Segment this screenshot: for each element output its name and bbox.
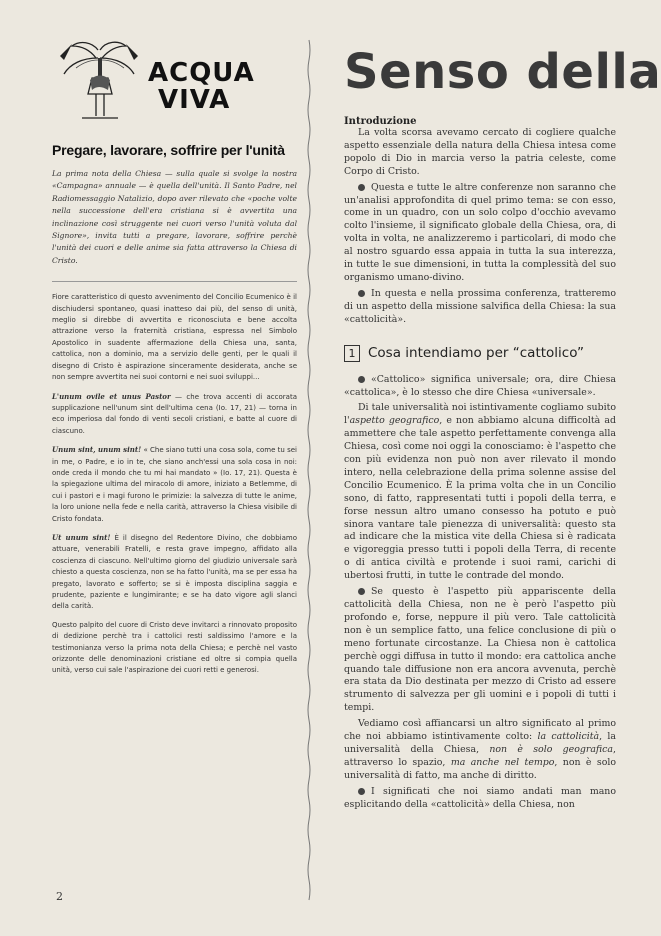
paragraph-body: È il disegno del Redentore Divino, che dobbiamo attuare, venerabili Fratelli, e resta grave impegno, affidato alla coscienza di ciascuno. Nell'ultimo giorno del giudizio universale sarà chiesto a questa coscienza, non se ha fatto l'unità, ma se per essa ha pregato, lavorato e sofferto; se si è imposta disciplina saggia e prudente, paziente e lungimirante; e se ha dato vigore agli slanci della carità. [52, 533, 297, 611]
paragraph-body: — che trova accenti di accorata supplicazione nell'unum sint dell'ultima cena (Io. 17, 21) — torna in eco imperiosa dal fondo di venti secoli cristiani, e batte al cuore di ciascuno. [52, 392, 297, 435]
bullet-icon [358, 788, 365, 795]
paragraph-body: «Cattolico» significa universale; ora, dire Chiesa «cattolica», è lo stesso che dire Chiesa «universale». [344, 373, 616, 398]
paragraph [344, 786, 616, 812]
paragraph-body: I significati che noi siamo andati man mano esplicitando della «cattolicità» della Chiesa, non [344, 785, 616, 810]
page-title: Senso della [344, 44, 661, 100]
paragraph-lead: Ut unum sint! [52, 532, 111, 542]
fountain-logo-icon [52, 38, 144, 128]
paragraph [52, 532, 297, 613]
paragraph: La volta scorsa avevamo cercato di cogliere qualche aspetto essenziale della natura della Chiesa intesa come popolo di Dio in marcia verso la patria celeste, come Corpo di Cristo. [344, 127, 616, 177]
paragraph [52, 444, 297, 525]
paragraph-body: , attraverso lo spazio, [344, 743, 616, 768]
italic-phrase: aspetto geografico [349, 415, 440, 427]
paragraph-body: Di tale universalità noi istintivamente cogliamo subito l' [344, 402, 616, 427]
paragraph [344, 182, 616, 285]
paragraph-body: Questa e tutte le altre conferenze non saranno che un'analisi approfondita di quel primo tema: se con esso, come in un quadro, con un solo colpo d'occhio avevamo colto l'insieme, il significato globale della Chiesa, ora, di volta in volta, ne analizzeremo i particolari, di modo che al nostro sguardo essa appaia in tutta la sua interezza, in tutte le sue dimensioni, in tutta la complessità del suo organismo umano-divino. [344, 181, 616, 283]
paragraph [344, 374, 616, 400]
article-headline: Pregare, lavorare, soffrire per l'unità [52, 142, 285, 158]
italic-phrase: ma anche nel tempo [450, 756, 555, 768]
paragraph-body: , la universalità della Chiesa, [344, 731, 616, 755]
section-title: Cosa intendiamo per “cattolico” [368, 345, 584, 362]
subheading: Introduzione [344, 116, 417, 127]
brand-word-acqua: ACQUA [148, 58, 255, 88]
section-heading [344, 345, 616, 362]
paragraph: Questo palpito del cuore di Cristo deve invitarci a rinnovato proposito di dedizione perchè tra i cattolici resti saldissimo l'amore e la testimonianza verso la prima nota della Chiesa; e perchè nel vasto orizzonte delle denominazioni cristiane ed oltre si compia quella unità, verso cui sale l'aspirazione dei cuori retti e generosi. [52, 620, 297, 675]
bullet-icon [358, 376, 365, 383]
bullet-icon [358, 588, 365, 595]
paragraph-lead: L'unum ovile et unus Pastor [52, 391, 171, 401]
paragraph [344, 288, 616, 327]
paragraph [344, 718, 616, 783]
article-intro: La prima nota della Chiesa — sulla quale si svolge la nostra «Campagna» annuale — è quella dell'unità. Il Santo Padre, nel Radiomessaggio Natalizio, dopo aver rilevato che «poche volte nella successione dell'era cristiana si è avvertita una inclinazione così struggente nei cuori verso l'unità voluta dal Signore», invita tutti a pregare, lavorare, soffrire perchè l'unità dei cuori e delle anime sia fatta attraverso la Chiesa di Cristo. [52, 169, 297, 265]
paragraph [344, 586, 616, 715]
paragraph-body: Vediamo così affiancarsi un altro significato al primo che noi abbiamo istintivamente colto: [344, 718, 616, 743]
brand-word-viva: VIVA [158, 85, 231, 115]
page-number: 2 [56, 890, 63, 903]
paragraph: Fiore caratteristico di questo avvenimento del Concilio Ecumenico è il dischiudersi spontaneo, quasi inatteso dai più, del senso di unità, meglio si direbbe di avvertita e riconosciuta e bene accolta attrazione verso la fraternità cristiana, espressa nel Simbolo Apostolico in suadente affermazione della Chiesa una, santa, cattolica, non a dominio, ma a servizio delle genti, per le quali il disegno di Cristo è aspirazione sinceramente desiderata, anche se non sempre avvertita nei suoi contorni e nei suoi sviluppi... [52, 293, 297, 382]
paragraph [344, 402, 616, 583]
paragraph [52, 391, 297, 438]
bullet-icon [358, 184, 365, 191]
italic-phrase: la cattolicità [537, 731, 600, 743]
section-number: 1 [344, 345, 360, 362]
italic-phrase: non è solo geografica [489, 743, 614, 755]
acqua-viva-masthead [52, 38, 297, 128]
paragraph-body: In questa e nella prossima conferenza, tratteremo di un aspetto della missione salvifica della Chiesa: la sua «cattolicità». [344, 287, 616, 325]
bullet-icon [358, 290, 365, 297]
right-column [344, 42, 661, 815]
left-column [52, 38, 297, 684]
paragraph-body: , non è solo universalità di fatto, ma anche di diritto. [344, 756, 616, 781]
paragraph-body: Se questo è l'aspetto più appariscente della cattolicità della Chiesa, non ne è però l'aspetto più profondo e, forse, neppure il più vero. Tale cattolicità non è un semplice fatto, una felice conclusione di più o meno fortunate circostanze. La Chiesa non è cattolica perchè oggi diffusa in tutto il mondo: era cattolica anche quando tale diffusione non era ancora avvenuta, perchè era stata da Dio destinata per mezzo di Cristo ad essere strumento di salvezza per gli uomini e i popoli di tutti i tempi. [344, 586, 616, 714]
brand-title [148, 60, 255, 114]
column-divider [306, 40, 312, 900]
paragraph-lead: Unum sint, unum sint! [52, 445, 142, 455]
paragraph-body: « Che siano tutti una cosa sola, come tu sei in me, o Padre, e io in te, che siano anch'essi una sola cosa in noi: onde creda il mondo che tu mi hai mandato » (Io. 17, 21). Questa è la spiegazione ultima del miracolo di amore, iniziato a Betlemme, di cui i pastori e i magi furono le primizie: la salvezza di tutte le anime, la loro unione nella fede e nella carità, attraverso la Chiesa visibile di Cristo fondata. [52, 446, 298, 523]
section-divider [52, 281, 297, 282]
paragraph-body: , e non abbiamo alcuna difficoltà ad ammettere che tale aspetto perfettamente convenga alla Chiesa, così come noi oggi la conosciamo: è l'aspetto che con più evidenza non può non aver rilevato il mondo intero, nella celebrazione della prima solenne assise del Concilio Ecumenico. È la prima volta che in un Concilio sono, di fatto, rappresentati tutti i popoli della terra, e forse nessun altro umano consesso ha potuto e può sinora vantare tale pienezza di universalità: questo sta ad indicare che la mistica vite della Chiesa si è radicata e vigoreggia presso tutti i popoli della Terra, di recente o di antica civiltà e protende i suoi rami, carichi di ubertosi frutti, in tutte le contrade del mondo. [344, 415, 616, 582]
